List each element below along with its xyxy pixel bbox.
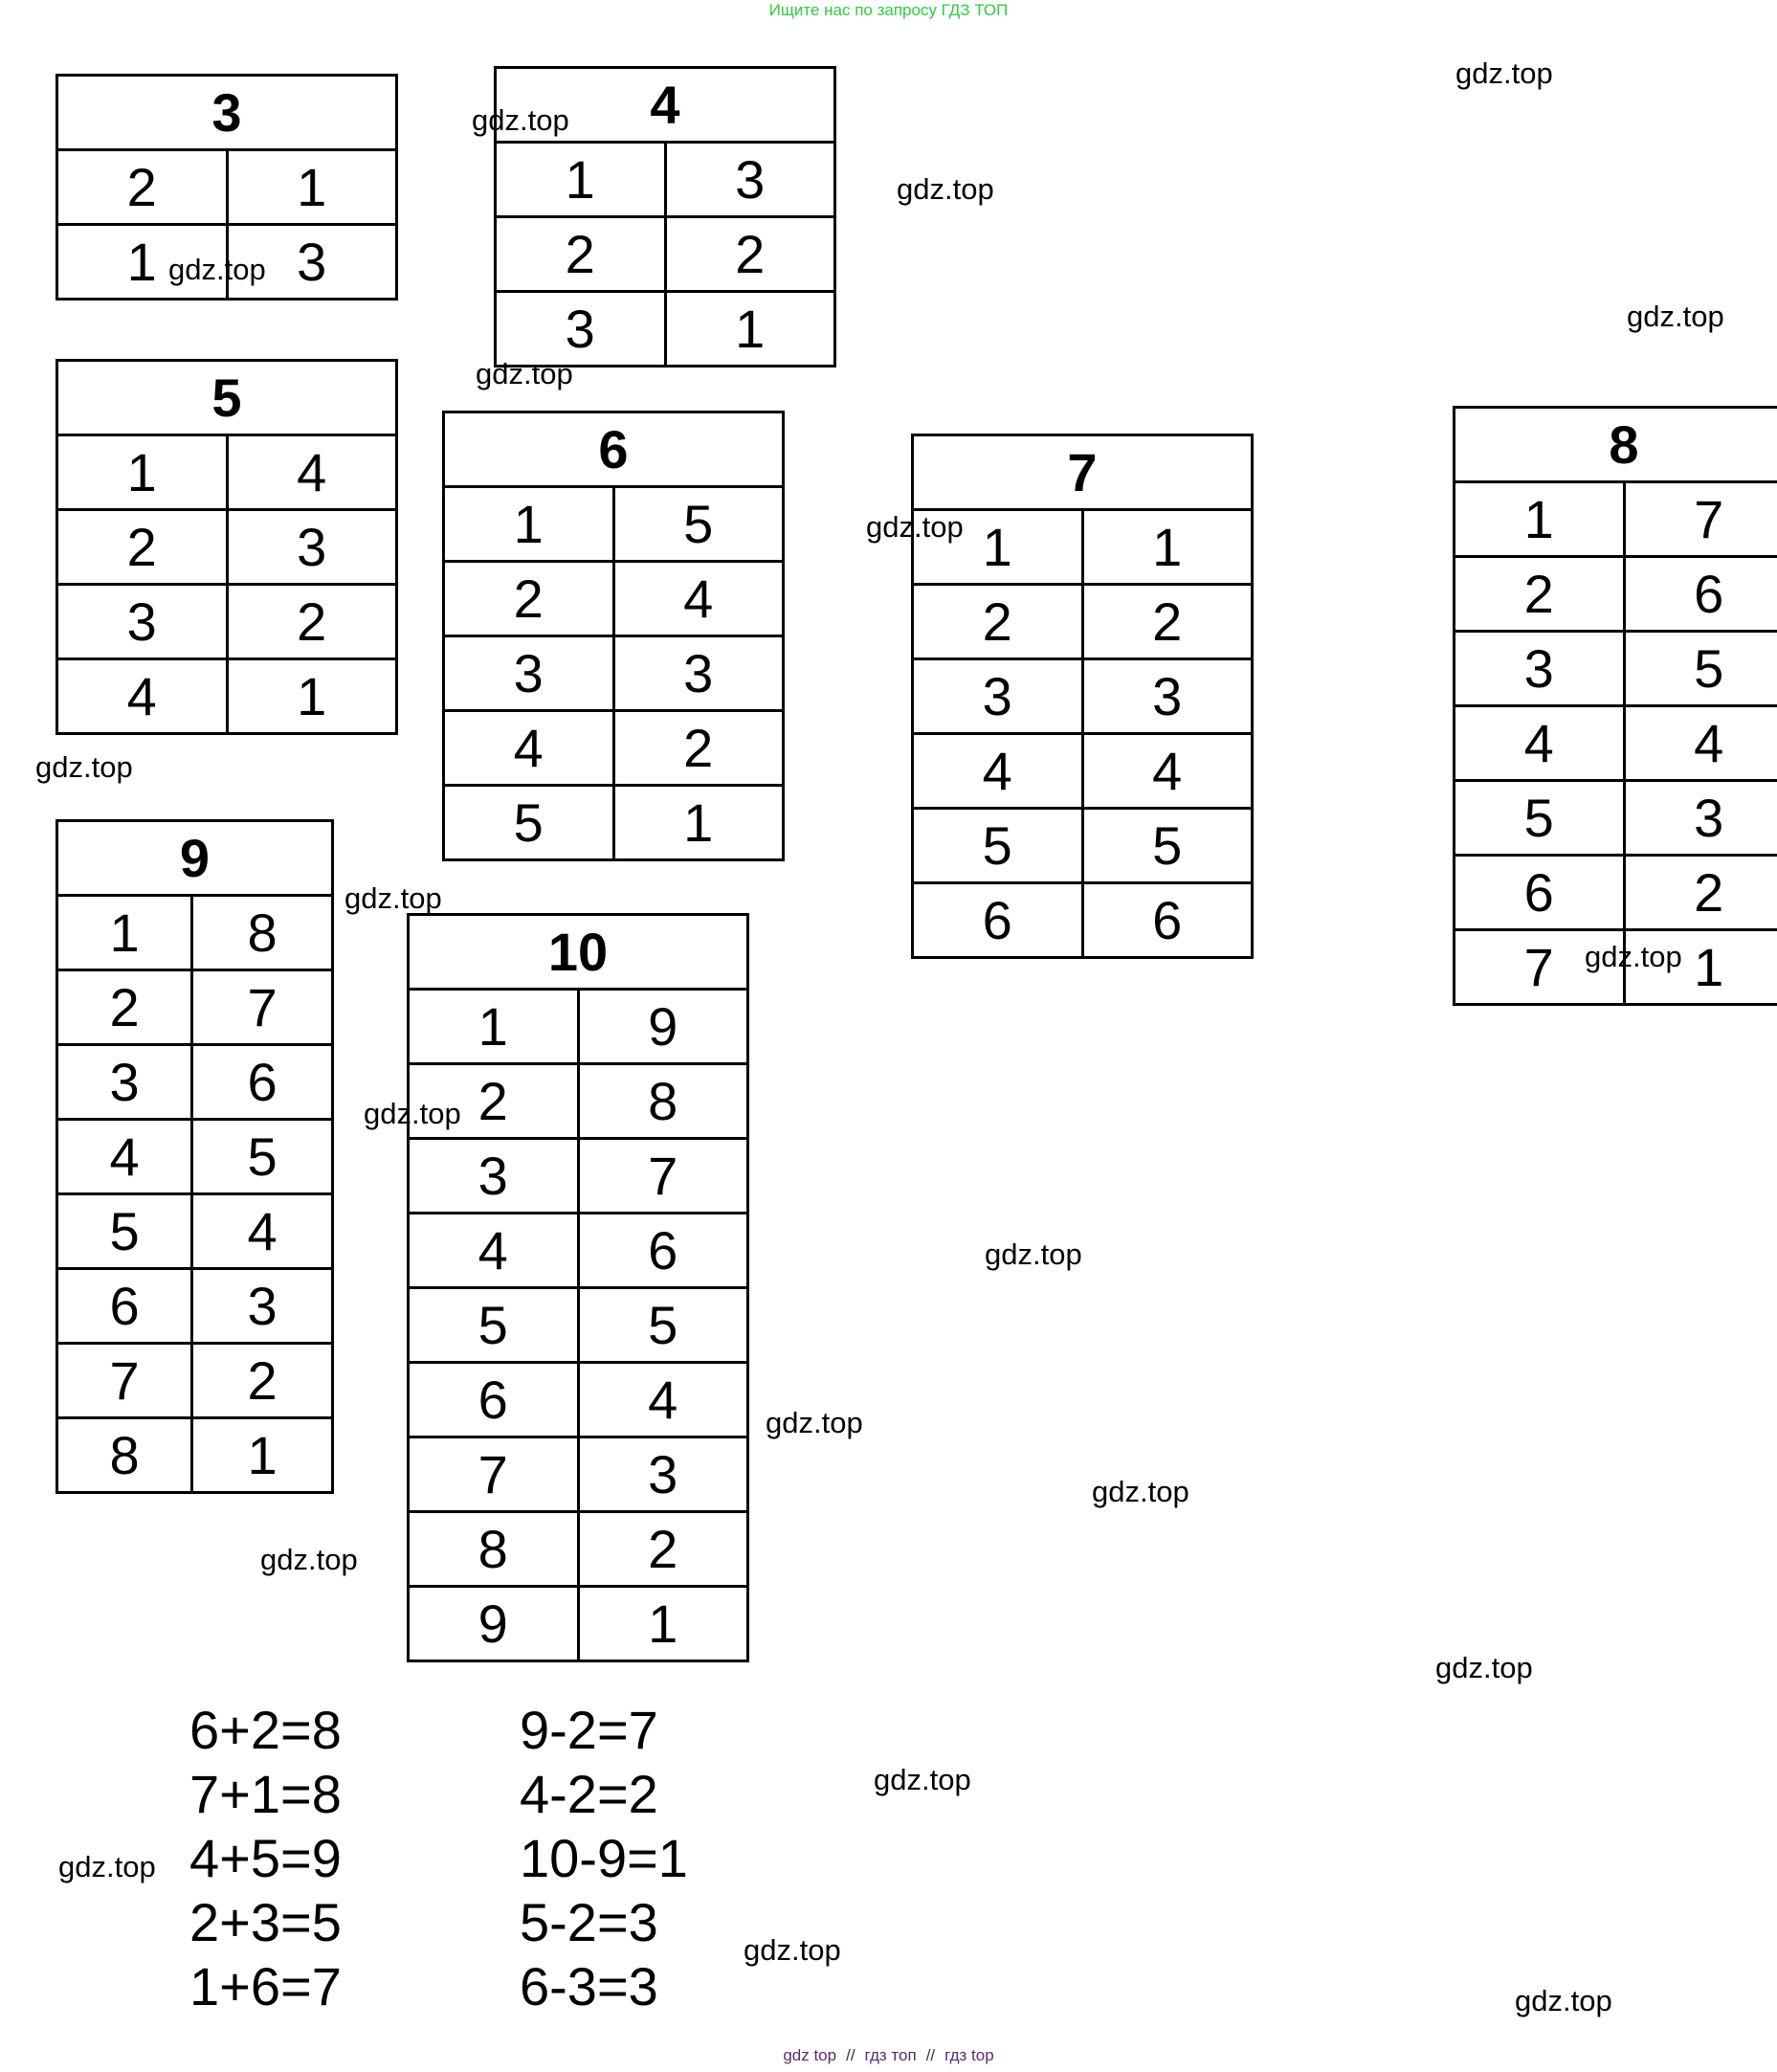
table-title: 7 (913, 435, 1253, 510)
table-cell: 1 (227, 150, 397, 225)
table-cell: 6 (409, 1363, 579, 1437)
table-cell: 1 (665, 292, 835, 367)
table-cell: 5 (409, 1288, 579, 1363)
table-cell: 3 (496, 292, 666, 367)
footer-links (0, 2045, 1777, 2066)
table-title: 6 (444, 412, 784, 487)
watermark: gdz.top (766, 1406, 863, 1439)
table-6 (442, 411, 785, 861)
equation: 5-2=3 (520, 1892, 658, 1952)
table-title: 8 (1455, 408, 1777, 482)
table-cell: 2 (665, 217, 835, 292)
table-cell: 6 (578, 1214, 748, 1288)
equation: 6+2=8 (189, 1700, 342, 1760)
table-cell: 2 (496, 217, 666, 292)
table-cell: 5 (192, 1120, 333, 1194)
table-cell: 5 (613, 487, 784, 562)
table-cell: 5 (444, 786, 614, 860)
table-cell: 1 (1082, 510, 1253, 585)
footer-link[interactable]: гдз top (944, 2046, 994, 2064)
watermark: gdz.top (1455, 56, 1553, 90)
table-cell: 3 (578, 1437, 748, 1512)
table-cell: 4 (1624, 706, 1777, 781)
table-cell: 2 (578, 1512, 748, 1587)
table-cell: 1 (496, 143, 666, 217)
table-title: 10 (409, 915, 748, 990)
watermark: gdz.top (168, 253, 266, 286)
footer-separator: // (925, 2046, 936, 2064)
watermark: gdz.top (874, 1763, 971, 1796)
table-cell: 4 (57, 659, 228, 734)
table-cell: 8 (57, 1418, 192, 1493)
watermark: gdz.top (260, 1543, 358, 1576)
table-cell: 3 (1082, 659, 1253, 734)
watermark: gdz.top (1092, 1475, 1189, 1508)
table-cell: 1 (913, 510, 1083, 585)
table-cell: 7 (409, 1437, 579, 1512)
table-cell: 9 (578, 990, 748, 1064)
table-cell: 1 (578, 1587, 748, 1661)
watermark: gdz.top (985, 1237, 1082, 1271)
table-cell: 4 (578, 1363, 748, 1437)
table-cell: 3 (192, 1269, 333, 1344)
equation: 9-2=7 (520, 1700, 658, 1760)
watermark: gdz.top (1627, 300, 1724, 333)
table-cell: 4 (192, 1194, 333, 1269)
equation: 4-2=2 (520, 1764, 658, 1824)
table-8 (1453, 406, 1777, 1006)
equation: 7+1=8 (189, 1764, 342, 1824)
table-cell: 4 (613, 562, 784, 636)
table-cell: 3 (57, 585, 228, 659)
footer-link[interactable]: gdz top (783, 2046, 837, 2064)
equation: 6-3=3 (520, 1956, 658, 2016)
watermark: gdz.top (472, 103, 569, 137)
table-3 (56, 74, 398, 301)
table-cell: 4 (409, 1214, 579, 1288)
table-cell: 9 (409, 1587, 579, 1661)
table-cell: 4 (1082, 734, 1253, 809)
table-cell: 2 (913, 585, 1083, 659)
table-cell: 1 (1624, 930, 1777, 1005)
table-cell: 3 (227, 510, 397, 585)
table-cell: 6 (1082, 883, 1253, 958)
footer-link[interactable]: гдз топ (864, 2046, 917, 2064)
table-cell: 1 (227, 659, 397, 734)
table-cell: 1 (613, 786, 784, 860)
table-cell: 5 (913, 809, 1083, 883)
table-cell: 3 (613, 636, 784, 711)
table-cell: 3 (1624, 781, 1777, 856)
addition-equations (189, 1698, 342, 2018)
table-cell: 8 (578, 1064, 748, 1139)
table-cell: 7 (1455, 930, 1625, 1005)
table-5 (56, 359, 398, 735)
table-cell: 2 (57, 970, 192, 1045)
table-cell: 1 (57, 435, 228, 510)
table-cell: 2 (1624, 856, 1777, 930)
table-cell: 3 (913, 659, 1083, 734)
table-cell: 3 (227, 225, 397, 300)
table-cell: 1 (192, 1418, 333, 1493)
table-9 (56, 819, 334, 1494)
table-title: 5 (57, 361, 397, 435)
table-cell: 3 (444, 636, 614, 711)
table-10 (407, 913, 749, 1662)
equation: 1+6=7 (189, 1956, 342, 2016)
table-cell: 2 (409, 1064, 579, 1139)
table-cell: 7 (1624, 482, 1777, 557)
table-7 (911, 434, 1254, 959)
table-cell: 6 (1624, 557, 1777, 632)
watermark: gdz.top (1585, 940, 1682, 973)
watermark: gdz.top (476, 357, 573, 390)
watermark: gdz.top (35, 750, 133, 784)
equation: 10-9=1 (520, 1828, 688, 1888)
equation: 2+3=5 (189, 1892, 342, 1952)
top-banner[interactable]: Ищите нас по запросу ГДЗ ТОП (768, 1, 1009, 19)
table-4 (494, 66, 836, 368)
table-cell: 4 (57, 1120, 192, 1194)
footer-separator: // (846, 2046, 855, 2064)
watermark: gdz.top (897, 172, 994, 206)
table-cell: 1 (1455, 482, 1625, 557)
table-cell: 5 (1455, 781, 1625, 856)
table-cell: 1 (57, 896, 192, 970)
table-title: 4 (496, 68, 835, 143)
table-cell: 7 (57, 1344, 192, 1418)
table-cell: 1 (409, 990, 579, 1064)
table-cell: 8 (409, 1512, 579, 1587)
table-cell: 1 (444, 487, 614, 562)
table-title: 9 (57, 821, 333, 896)
watermark: gdz.top (866, 510, 964, 544)
table-cell: 6 (1455, 856, 1625, 930)
equation: 4+5=9 (189, 1828, 342, 1888)
table-cell: 7 (578, 1139, 748, 1214)
subtraction-equations (520, 1698, 688, 2018)
table-title: 3 (57, 76, 397, 150)
table-cell: 1 (57, 225, 228, 300)
watermark: gdz.top (364, 1097, 461, 1130)
table-cell: 8 (192, 896, 333, 970)
watermark: gdz.top (744, 1933, 841, 1967)
table-cell: 4 (444, 711, 614, 786)
table-cell: 4 (1455, 706, 1625, 781)
table-cell: 4 (913, 734, 1083, 809)
table-cell: 5 (1082, 809, 1253, 883)
table-cell: 2 (57, 510, 228, 585)
table-cell: 3 (1455, 632, 1625, 706)
table-cell: 2 (57, 150, 228, 225)
table-cell: 3 (409, 1139, 579, 1214)
table-cell: 3 (665, 143, 835, 217)
watermark: gdz.top (58, 1850, 156, 1883)
table-cell: 2 (192, 1344, 333, 1418)
table-cell: 7 (192, 970, 333, 1045)
table-cell: 2 (1082, 585, 1253, 659)
table-cell: 5 (578, 1288, 748, 1363)
watermark: gdz.top (344, 881, 442, 915)
table-cell: 2 (227, 585, 397, 659)
watermark: gdz.top (1515, 1984, 1612, 2017)
table-cell: 5 (1624, 632, 1777, 706)
table-cell: 6 (913, 883, 1083, 958)
table-cell: 6 (57, 1269, 192, 1344)
table-cell: 2 (1455, 557, 1625, 632)
table-cell: 6 (192, 1045, 333, 1120)
table-cell: 5 (57, 1194, 192, 1269)
table-cell: 2 (613, 711, 784, 786)
watermark: gdz.top (1435, 1651, 1533, 1684)
table-cell: 4 (227, 435, 397, 510)
table-cell: 3 (57, 1045, 192, 1120)
table-cell: 2 (444, 562, 614, 636)
